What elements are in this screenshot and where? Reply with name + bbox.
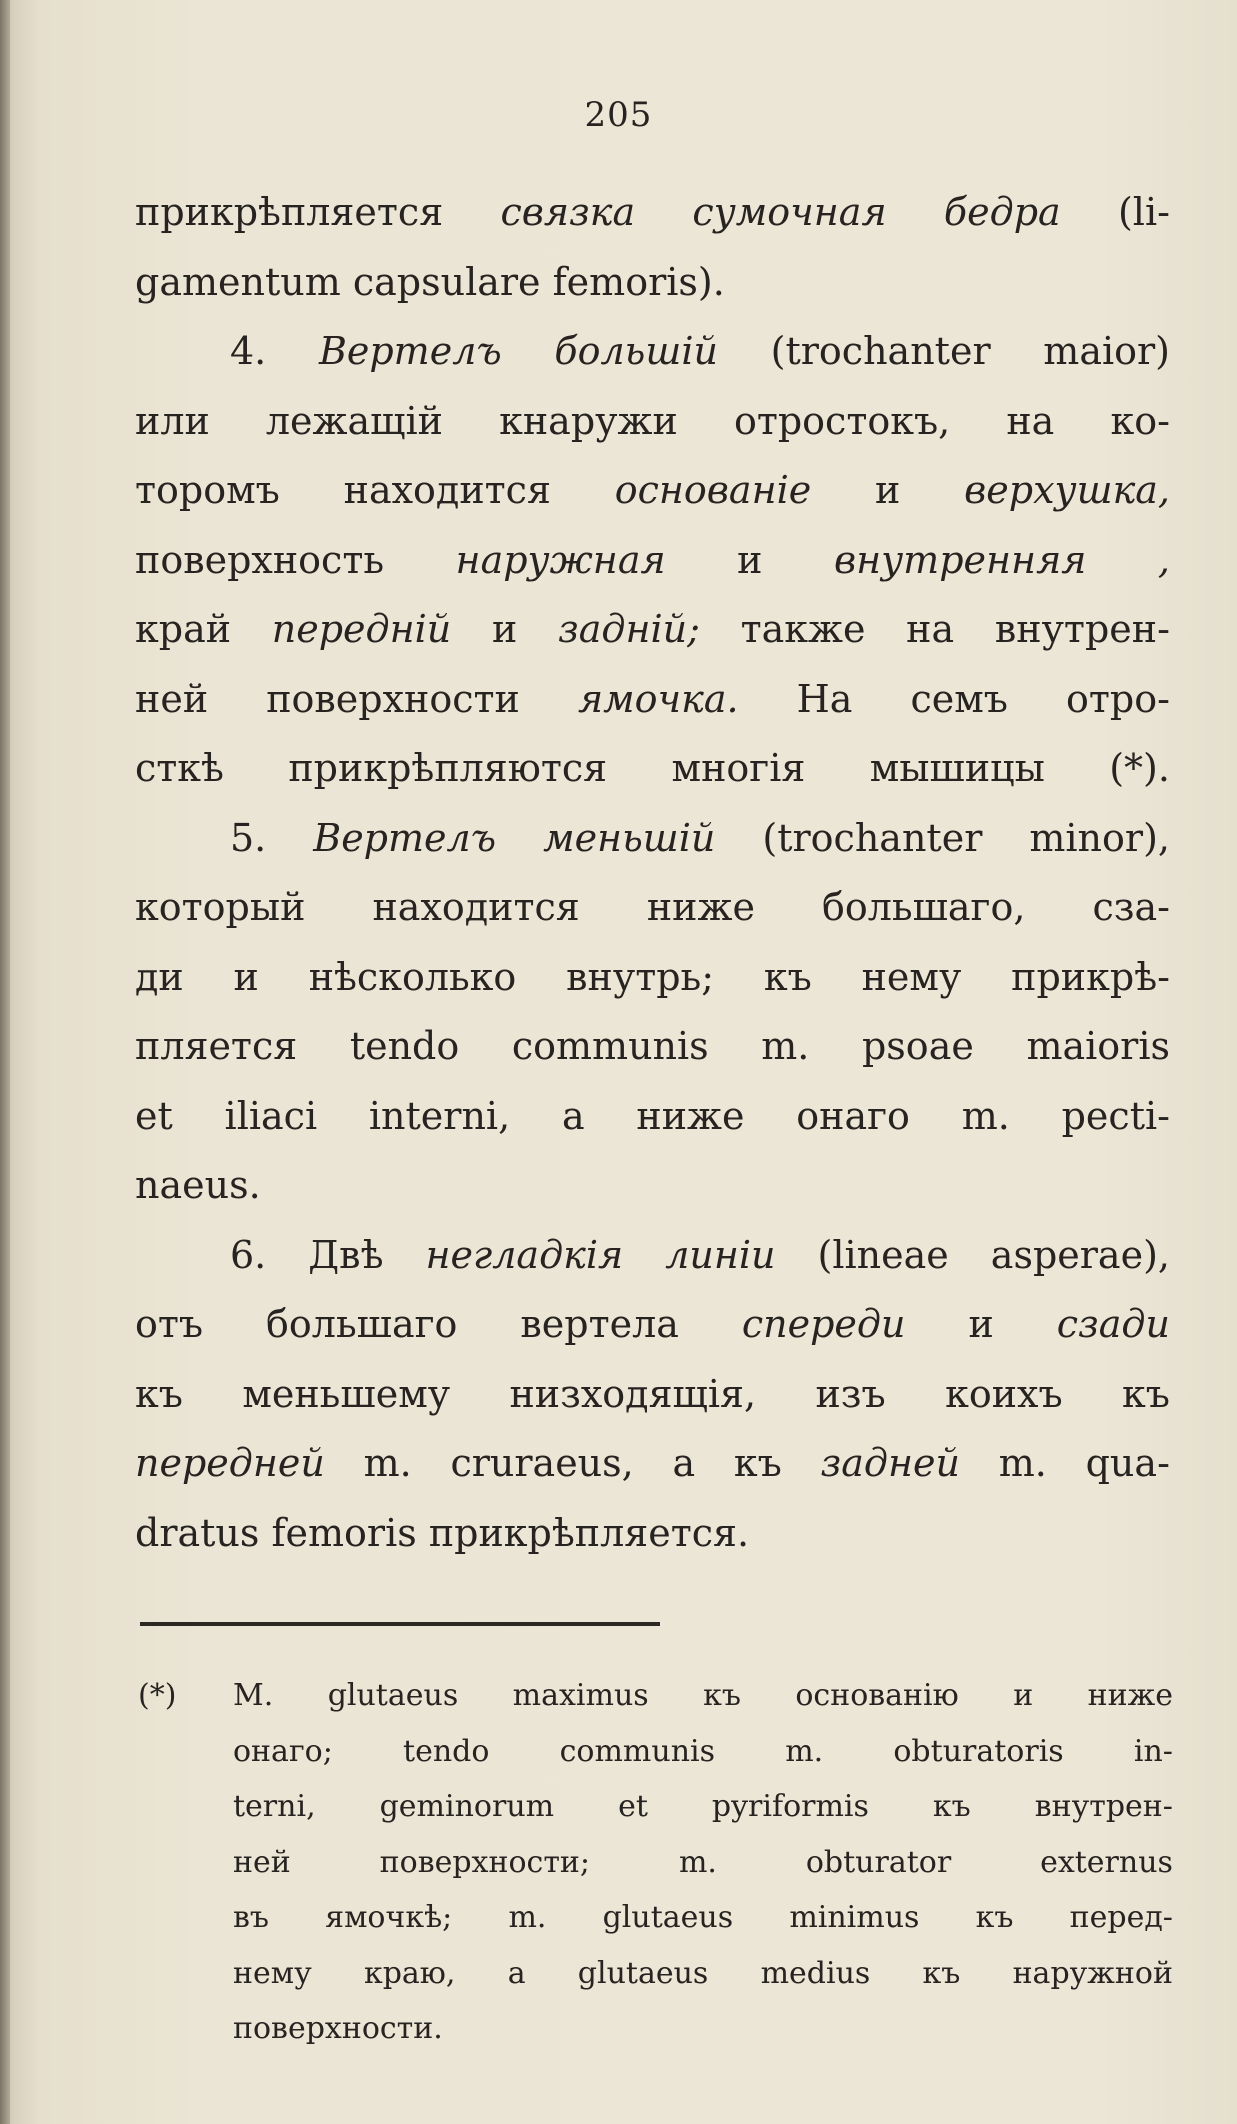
footnote-word: glutaeus (327, 1678, 459, 1713)
word: отростокъ, (733, 398, 951, 443)
text-line (135, 1290, 1170, 1360)
footnote-word: obturator (805, 1844, 952, 1880)
italic-term: передней (135, 1441, 325, 1485)
word: большаго (266, 1302, 458, 1346)
word: кнаружи (499, 398, 678, 443)
footnote-word: нему (233, 1955, 312, 1991)
word: 6. (230, 1232, 267, 1277)
word: ди (135, 954, 184, 999)
footnote-text (233, 1779, 1173, 1835)
footnote-word: communis (559, 1733, 716, 1769)
footnote-line (138, 2001, 1173, 2057)
footnote-word: et (618, 1789, 648, 1824)
text-segment: (li- (1117, 190, 1170, 234)
word: отъ (135, 1302, 204, 1346)
text-line (135, 943, 1170, 1013)
word: (*). (1109, 746, 1170, 790)
footnote-word: in- (1133, 1733, 1173, 1769)
word: или (135, 398, 210, 443)
italic-term: наружная (455, 537, 666, 582)
page-number: 205 (584, 95, 653, 135)
footnote-word: въ (233, 1900, 269, 1935)
footnote-word: m. (785, 1733, 824, 1769)
word: pecti- (1061, 1093, 1170, 1138)
word: мышицы (869, 746, 1045, 790)
text-segment: поверхность (135, 537, 385, 582)
footnote-word: pyriformis (711, 1789, 869, 1824)
word: (lineae (817, 1232, 949, 1277)
word: ко- (1110, 398, 1170, 443)
word: меньшему (242, 1371, 451, 1416)
footnote-word: къ (703, 1678, 741, 1713)
text-segment: и (491, 607, 518, 651)
word: также (740, 607, 866, 651)
italic-term: верхушка, (964, 468, 1170, 512)
word: qua- (1085, 1441, 1170, 1485)
word: семъ (910, 676, 1008, 721)
footnote-word: geminorum (379, 1789, 555, 1824)
text-segment: и (968, 1302, 994, 1346)
text-line (135, 1221, 1170, 1291)
word: asperae), (990, 1232, 1170, 1277)
text-segment: и (737, 537, 763, 582)
text-line (135, 1360, 1170, 1430)
word: поверхности (266, 676, 520, 721)
text-line (135, 734, 1170, 804)
word: communis (511, 1024, 709, 1068)
footnote (138, 1668, 1173, 2057)
footnote-word: externus (1040, 1844, 1173, 1880)
italic-term: ямочка. (577, 676, 739, 721)
word: и (233, 954, 259, 999)
word: tendo (349, 1024, 460, 1068)
word: iliaci (224, 1093, 318, 1138)
word: а (561, 1093, 585, 1138)
text-segment: dratus femoris прикрѣпляется. (135, 1510, 750, 1555)
italic-word: большій (554, 329, 718, 373)
word: къ (733, 1441, 782, 1485)
word: коихъ (945, 1371, 1063, 1416)
footnote-word: а (507, 1955, 526, 1991)
footnote-text (233, 1946, 1173, 2002)
text-line (135, 526, 1170, 596)
word: лежащій (265, 398, 443, 443)
footnote-word: glutaeus (602, 1900, 734, 1935)
word: на (906, 607, 955, 651)
text-line (135, 595, 1170, 665)
footnote-line (138, 1946, 1173, 2002)
italic-term: сзади (1056, 1302, 1170, 1346)
word: maior) (1043, 329, 1170, 373)
footnote-word: краю, (363, 1955, 456, 1991)
word: minor), (1029, 815, 1170, 860)
text-segment: 4. (230, 329, 267, 373)
word: (trochanter (762, 815, 983, 860)
text-segment: и (875, 468, 901, 512)
footnote-word: terni, (233, 1789, 316, 1824)
footnote-word: и (1013, 1678, 1034, 1713)
word: на (1006, 398, 1055, 443)
footnote-word: M. (233, 1678, 274, 1713)
footnote-line (138, 1835, 1173, 1891)
word: ниже (636, 1093, 745, 1138)
italic-term: передній (271, 607, 452, 651)
italic-term: задній; (557, 607, 700, 651)
footnote-word: minimus (789, 1900, 920, 1935)
word: изъ (815, 1371, 886, 1416)
body-text (135, 178, 1170, 1568)
word: maioris (1026, 1024, 1170, 1068)
text-line (135, 387, 1170, 457)
text-line (135, 1499, 1170, 1569)
footnote-line (138, 1668, 1173, 1724)
word: (trochanter (770, 329, 991, 373)
text-segment: 5. (230, 815, 267, 860)
word: къ (1122, 1371, 1170, 1416)
word: cruraeus, (450, 1441, 634, 1485)
text-line (135, 248, 1170, 318)
italic-word: связка (500, 190, 636, 234)
footnote-text: поверхности. (233, 2011, 443, 2046)
word: m. (961, 1093, 1010, 1138)
italic-term: спереди (741, 1302, 906, 1346)
text-line (135, 1151, 1170, 1221)
italic-word: , (1157, 537, 1170, 582)
word: psoae (861, 1024, 974, 1068)
footnote-separator-rule (140, 1622, 660, 1626)
text-segment: прикрѣпляется (135, 190, 444, 234)
word: m. (363, 1441, 412, 1485)
word: Двѣ (308, 1232, 384, 1277)
word: прикрѣ- (1011, 954, 1170, 999)
word: многія (671, 746, 806, 790)
footnote-word: основанію (795, 1678, 959, 1713)
text-line (135, 1082, 1170, 1152)
text-line (135, 1012, 1170, 1082)
word: находится (343, 468, 551, 512)
word: нему (861, 954, 962, 999)
text-line (135, 804, 1170, 874)
word: m. (761, 1024, 810, 1068)
word: сза- (1092, 885, 1170, 929)
footnote-word: перед- (1069, 1900, 1173, 1935)
text-line (135, 317, 1170, 387)
footnote-word: поверхности; (379, 1844, 591, 1880)
word: прикрѣпляются (288, 746, 608, 790)
book-spine-shadow (0, 0, 10, 2124)
word: находится (372, 885, 580, 929)
text-line (135, 456, 1170, 526)
word: торомъ (135, 468, 280, 512)
footnote-word: къ (922, 1955, 961, 1991)
word: et (135, 1093, 173, 1138)
word: внутрь; (566, 954, 715, 999)
footnote-text (233, 1835, 1173, 1891)
footnote-word: m. (678, 1844, 717, 1880)
footnote-word: glutaeus (577, 1955, 709, 1991)
word: большаго, (821, 885, 1026, 929)
italic-term: задней (820, 1441, 961, 1485)
word: къ (135, 1371, 183, 1416)
footnote-word: obturatoris (893, 1733, 1064, 1769)
word: нѣсколько (308, 954, 517, 999)
footnote-line (138, 1779, 1173, 1835)
text-line (135, 1429, 1170, 1499)
text-line (135, 178, 1170, 248)
word: отро- (1066, 676, 1170, 721)
footnote-word: maximus (512, 1678, 649, 1713)
italic-word: Вертелъ (313, 815, 497, 860)
italic-word: линіи (665, 1232, 776, 1277)
footnote-word: къ (932, 1789, 971, 1824)
footnote-word: ниже (1087, 1678, 1173, 1713)
word: пляется (135, 1024, 298, 1068)
text-segment: naeus. (135, 1163, 261, 1207)
word: а (672, 1441, 696, 1485)
footnote-word: ней (233, 1844, 291, 1880)
text-segment: край (135, 607, 232, 651)
footnote-word: внутрен- (1034, 1789, 1173, 1824)
footnote-text (233, 1890, 1173, 1946)
footnote-word: ямочкѣ; (325, 1900, 453, 1935)
italic-word: сумочная (692, 190, 887, 234)
italic-term: основаніе (614, 468, 812, 512)
italic-word: бедра (943, 190, 1061, 234)
word: который (135, 885, 306, 929)
word: низходящія, (509, 1371, 757, 1416)
text-line (135, 873, 1170, 943)
italic-word: Вертелъ (318, 329, 502, 373)
footnote-word: наружной (1012, 1955, 1173, 1991)
footnote-line (138, 1724, 1173, 1780)
footnote-word: tendo (403, 1733, 490, 1769)
footnote-word: къ (975, 1900, 1014, 1935)
text-line (135, 665, 1170, 735)
italic-word: негладкія (425, 1232, 624, 1277)
word: сткѣ (135, 746, 224, 790)
word: ней (135, 676, 209, 721)
text-segment: gamentum capsulare femoris). (135, 259, 725, 304)
word: interni, (368, 1093, 511, 1138)
word: онаго (796, 1093, 910, 1138)
word: вертела (520, 1302, 679, 1346)
footnote-word: medius (760, 1955, 871, 1991)
footnote-text (233, 1668, 1173, 1724)
word: m. (998, 1441, 1047, 1485)
word: къ (763, 954, 812, 999)
footnote-line (138, 1890, 1173, 1946)
footnote-text (233, 1724, 1173, 1780)
italic-word: внутренняя (833, 537, 1087, 582)
italic-word: меньшій (543, 815, 716, 860)
word: На (796, 676, 853, 721)
word: внутрен- (994, 607, 1170, 651)
footnote-word: онаго; (233, 1733, 333, 1769)
footnote-marker: (*) (138, 1678, 177, 1713)
footnote-word: m. (508, 1900, 547, 1935)
word: ниже (646, 885, 755, 929)
